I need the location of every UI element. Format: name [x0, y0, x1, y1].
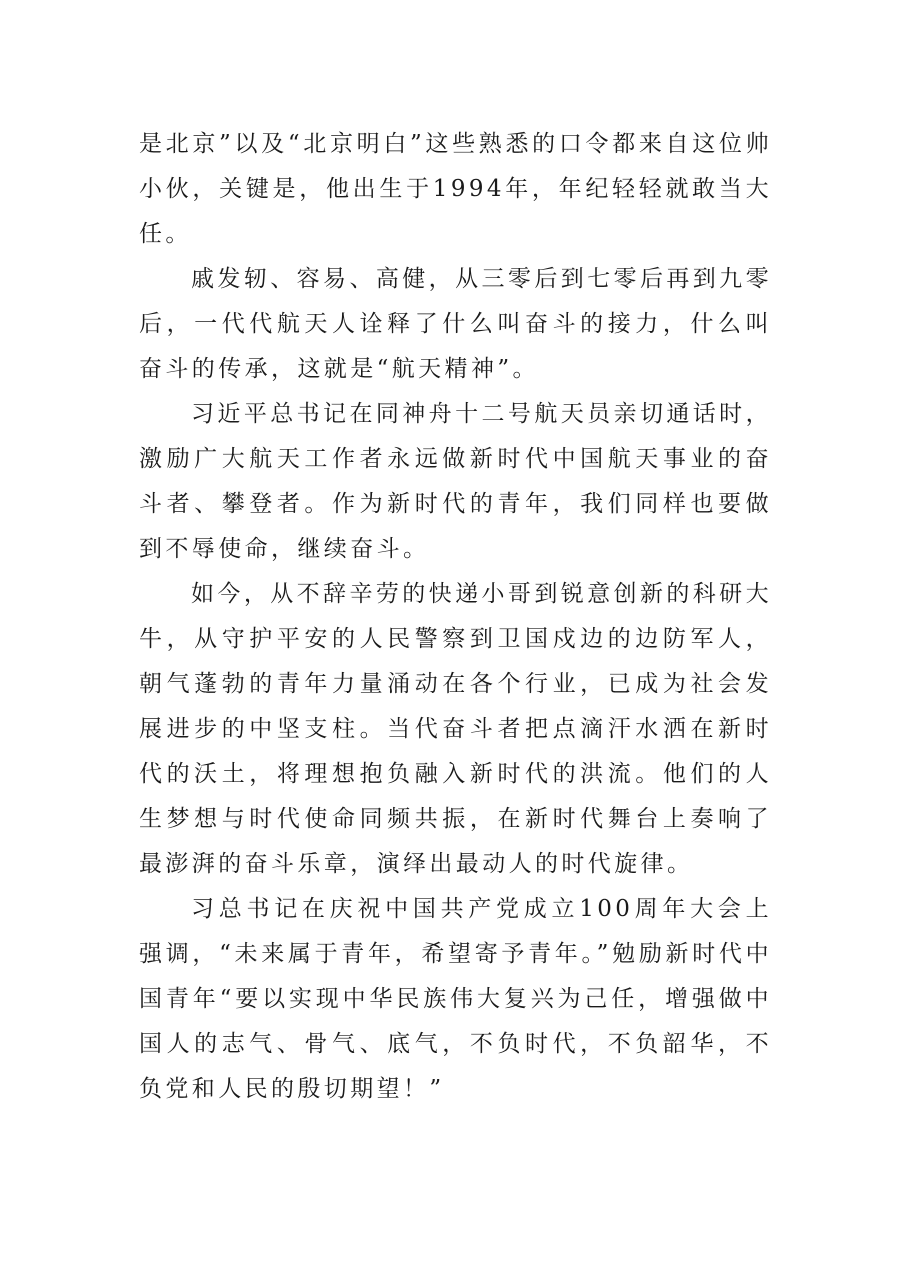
- paragraph-continuation: 是北京”以及“北京明白”这些熟悉的口令都来自这位帅小伙，关键是，他出生于1994年，年纪轻轻就敢当大任。: [139, 131, 772, 247]
- paragraph-youth-strength: 如今，从不辞辛劳的快递小哥到锐意创新的科研大牛，从守护平安的人民警察到卫国戍边的边防军人，朝气蓬勃的青年力量涌动在各个行业，已成为社会发展进步的中坚支柱。当代奋斗者把点滴汗水洒在新时代的沃土，将理想抱负融入新时代的洪流。他们的人生梦想与时代使命同频共振，在新时代舞台上奏响了最澎湃的奋斗乐章，演绎出最动人的时代旋律。: [139, 581, 772, 877]
- paragraph-centenary-speech: 习总书记在庆祝中国共产党成立100周年大会上强调，“未来属于青年，希望寄予青年。”勉励新时代中国青年“要以实现中华民族伟大复兴为己任，增强做中国人的志气、骨气、底气，不负时代，不负韶华，不负党和人民的殷切期望！”: [139, 896, 772, 1102]
- document-body: [139, 122, 772, 1112]
- paragraph-aerospace-generations: 戚发轫、容易、高健，从三零后到七零后再到九零后，一代代航天人诠释了什么叫奋斗的接力，什么叫奋斗的传承，这就是“航天精神”。: [139, 266, 772, 382]
- paragraph-shenzhou-call: 习近平总书记在同神舟十二号航天员亲切通话时，激励广大航天工作者永远做新时代中国航天事业的奋斗者、攀登者。作为新时代的青年，我们同样也要做到不辱使命，继续奋斗。: [139, 401, 772, 562]
